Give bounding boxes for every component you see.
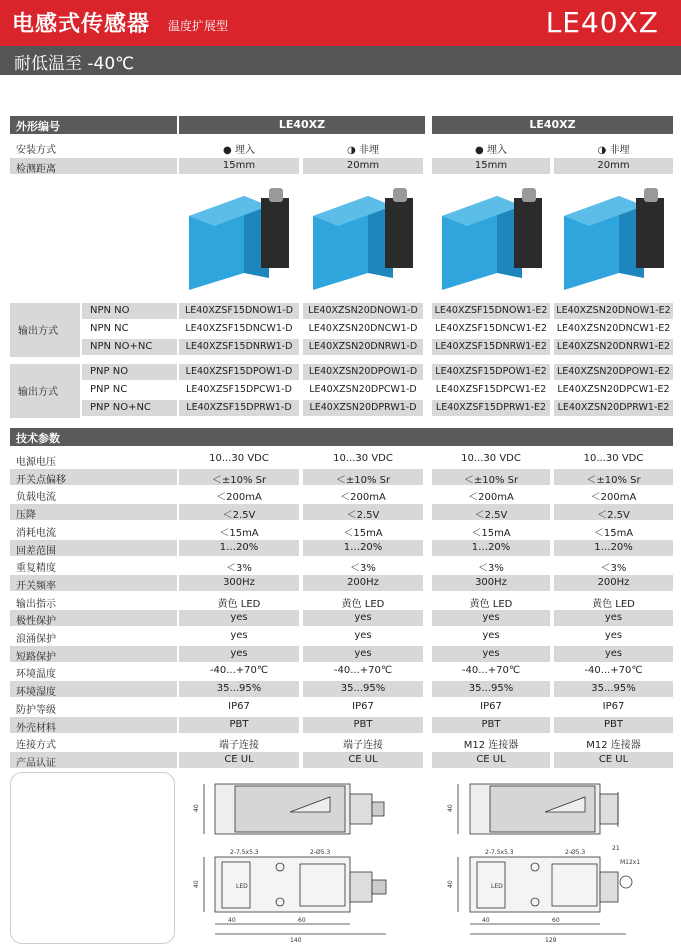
pnp-model: LE40XZSN20DPRW1-E2 <box>554 400 673 416</box>
spec-value: CE UL <box>432 752 550 768</box>
spec-value: ＜2.5V <box>303 504 423 520</box>
dim-left-top1: 2-7.5x5.3 <box>230 849 259 856</box>
sensor-body <box>514 198 542 268</box>
spec-value: ＜15mA <box>179 522 299 538</box>
spec-value: IP67 <box>303 699 423 715</box>
dim-right-h: 40 <box>447 804 454 812</box>
pnp-model: LE40XZSN20DPOW1-D <box>303 364 423 380</box>
npn-model: LE40XZSF15DNRW1-E2 <box>432 339 550 355</box>
spec-value: 黄色 LED <box>179 593 299 609</box>
blank-panel <box>10 772 175 944</box>
spec-value: 1…20% <box>303 540 423 556</box>
pnp-type: PNP NO <box>82 364 177 380</box>
page-subtitle: 温度扩展型 <box>168 19 229 33</box>
spec-value: IP67 <box>179 699 299 715</box>
pnp-model: LE40XZSF15DPOW1-E2 <box>432 364 550 380</box>
spec-value: IP67 <box>554 699 673 715</box>
spec-value: PBT <box>179 717 299 733</box>
spec-value: 35...95% <box>179 681 299 697</box>
col-group-1 <box>179 116 425 134</box>
dim-left-total: 140 <box>290 937 302 944</box>
spec-value: ＜200mA <box>179 486 299 502</box>
feature-text: 耐低温至 -40℃ <box>14 54 135 74</box>
dim-right-b: 60 <box>552 917 560 924</box>
spec-label: 输出指示 <box>10 593 177 609</box>
spec-value: IP67 <box>432 699 550 715</box>
distance-label: 检测距离 <box>10 158 177 174</box>
mount-label: 安装方式 <box>10 139 177 155</box>
pnp-model: LE40XZSN20DPCW1-E2 <box>554 382 673 398</box>
distance-cell: 20mm <box>303 158 423 174</box>
dim-right-top1: 2-7.5x5.3 <box>485 849 514 856</box>
col-group-2-label: LE40XZ <box>529 118 576 131</box>
spec-value: 35...95% <box>432 681 550 697</box>
spec-value: yes <box>179 646 299 662</box>
spec-value: CE UL <box>179 752 299 768</box>
spec-value: ＜±10% Sr <box>554 469 673 485</box>
spec-label: 压降 <box>10 504 177 520</box>
spec-label: 环境温度 <box>10 663 177 679</box>
npn-model: LE40XZSF15DNRW1-D <box>179 339 299 355</box>
dim-right-total: 129 <box>545 937 557 944</box>
dim-right-top2: 2-Ø5.3 <box>565 849 586 856</box>
spec-value: 1…20% <box>554 540 673 556</box>
pnp-model: LE40XZSF15DPOW1-D <box>179 364 299 380</box>
dim-right-side: 40 <box>447 880 454 888</box>
spec-value: ＜±10% Sr <box>179 469 299 485</box>
spec-label: 极性保护 <box>10 610 177 626</box>
spec-value: CE UL <box>554 752 673 768</box>
sensor-connector <box>393 188 407 202</box>
led-right: LED <box>491 883 503 890</box>
spec-value: ＜15mA <box>432 522 550 538</box>
spec-value: 300Hz <box>179 575 299 591</box>
spec-value: ＜3% <box>303 557 423 573</box>
table-head-label-bg <box>10 116 177 134</box>
spec-label: 重复精度 <box>10 557 177 573</box>
spec-value: yes <box>303 628 423 644</box>
mount-cell: ◑ 非埋 <box>554 139 673 155</box>
spec-value: yes <box>432 610 550 626</box>
npn-model: LE40XZSN20DNRW1-D <box>303 339 423 355</box>
table-head-row <box>10 116 673 134</box>
pnp-model: LE40XZSF15DPRW1-D <box>179 400 299 416</box>
table-head-label: 外形编号 <box>16 120 60 133</box>
npn-model: LE40XZSF15DNOW1-E2 <box>432 303 550 319</box>
spec-label: 连接方式 <box>10 734 177 750</box>
spec-label: 防护等级 <box>10 699 177 715</box>
spec-value: -40...+70℃ <box>432 663 550 679</box>
spec-value: ＜3% <box>554 557 673 573</box>
spec-value: yes <box>303 646 423 662</box>
spec-value: 端子连接 <box>303 734 423 750</box>
sensor-body <box>261 198 289 268</box>
spec-label: 开关频率 <box>10 575 177 591</box>
spec-value: ＜200mA <box>303 486 423 502</box>
spec-value: ＜±10% Sr <box>303 469 423 485</box>
spec-value: 10...30 VDC <box>554 451 673 467</box>
spec-value: -40...+70℃ <box>179 663 299 679</box>
sensor-connector <box>644 188 658 202</box>
spec-value: 10...30 VDC <box>179 451 299 467</box>
npn-model: LE40XZSN20DNRW1-E2 <box>554 339 673 355</box>
spec-label: 浪涌保护 <box>10 628 177 644</box>
pnp-output-label: 输出方式 <box>10 364 80 418</box>
spec-value: 端子连接 <box>179 734 299 750</box>
dim-left-h: 40 <box>193 804 200 812</box>
mount-cell: ◑ 非埋 <box>303 139 423 155</box>
spec-value: PBT <box>432 717 550 733</box>
npn-model: LE40XZSF15DNOW1-D <box>179 303 299 319</box>
spec-value: 300Hz <box>432 575 550 591</box>
sensor-connector <box>522 188 536 202</box>
spec-value: 黄色 LED <box>432 593 550 609</box>
spec-label: 环境湿度 <box>10 681 177 697</box>
feature-bar <box>0 46 681 75</box>
spec-value: ＜15mA <box>303 522 423 538</box>
sensor-body <box>385 198 413 268</box>
dim-left-top2: 2-Ø5.3 <box>310 849 331 856</box>
spec-value: ＜2.5V <box>554 504 673 520</box>
spec-label: 回差范围 <box>10 540 177 556</box>
spec-value: ＜2.5V <box>432 504 550 520</box>
spec-value: 10...30 VDC <box>432 451 550 467</box>
spec-value: 黄色 LED <box>554 593 673 609</box>
specs-title: 技术参数 <box>16 432 60 445</box>
spec-value: ＜2.5V <box>179 504 299 520</box>
spec-label: 电源电压 <box>10 451 177 467</box>
spec-value: yes <box>179 628 299 644</box>
product-images-svg <box>0 178 681 300</box>
spec-value: -40...+70℃ <box>303 663 423 679</box>
spec-label: 开关点偏移 <box>10 469 177 485</box>
spec-value: ＜15mA <box>554 522 673 538</box>
spec-value: 10...30 VDC <box>303 451 423 467</box>
spec-value: yes <box>179 610 299 626</box>
pnp-type: PNP NO+NC <box>82 400 177 416</box>
npn-type: NPN NC <box>82 321 177 337</box>
spec-value: yes <box>432 646 550 662</box>
pnp-model: LE40XZSF15DPCW1-E2 <box>432 382 550 398</box>
spec-value: M12 连接器 <box>432 734 550 750</box>
spec-value: yes <box>432 628 550 644</box>
spec-value: yes <box>303 610 423 626</box>
dim-right-angle: 21 <box>612 845 620 852</box>
mount-cell: ● 埋入 <box>432 139 550 155</box>
spec-value: ＜±10% Sr <box>432 469 550 485</box>
dim-right-a: 40 <box>482 917 490 924</box>
spec-value: ＜3% <box>179 557 299 573</box>
pnp-model: LE40XZSN20DPCW1-D <box>303 382 423 398</box>
page-header <box>0 0 681 46</box>
pnp-model: LE40XZSN20DPRW1-D <box>303 400 423 416</box>
dim-left-a: 40 <box>228 917 236 924</box>
col-group-2 <box>432 116 673 134</box>
right-drawing <box>458 784 632 934</box>
npn-type: NPN NO <box>82 303 177 319</box>
dimension-drawings <box>180 772 675 947</box>
spec-label: 消耗电流 <box>10 522 177 538</box>
spec-value: 黄色 LED <box>303 593 423 609</box>
spec-value: 200Hz <box>554 575 673 591</box>
spec-value: M12 连接器 <box>554 734 673 750</box>
spec-value: 1…20% <box>179 540 299 556</box>
distance-cell: 15mm <box>179 158 299 174</box>
spec-value: 35...95% <box>303 681 423 697</box>
spec-label: 负载电流 <box>10 486 177 502</box>
spec-value: yes <box>554 646 673 662</box>
model-title: LE40XZ <box>545 6 659 39</box>
mount-cell: ● 埋入 <box>179 139 299 155</box>
led-left: LED <box>236 883 248 890</box>
pnp-model: LE40XZSF15DPRW1-E2 <box>432 400 550 416</box>
spec-value: PBT <box>303 717 423 733</box>
spec-value: ＜3% <box>432 557 550 573</box>
product-images <box>0 178 681 300</box>
npn-model: LE40XZSN20DNCW1-D <box>303 321 423 337</box>
sensor-connector <box>269 188 283 202</box>
spec-value: PBT <box>554 717 673 733</box>
col-group-1-label: LE40XZ <box>278 118 326 131</box>
specs-header <box>10 428 673 446</box>
dim-left-b: 60 <box>298 917 306 924</box>
spec-value: yes <box>554 628 673 644</box>
spec-label: 产品认证 <box>10 752 177 768</box>
spec-value: ＜200mA <box>554 486 673 502</box>
npn-output-label: 输出方式 <box>10 303 80 357</box>
spec-label: 短路保护 <box>10 646 177 662</box>
pnp-type: PNP NC <box>82 382 177 398</box>
npn-type: NPN NO+NC <box>82 339 177 355</box>
npn-model: LE40XZSF15DNCW1-D <box>179 321 299 337</box>
spec-value: 35...95% <box>554 681 673 697</box>
distance-cell: 20mm <box>554 158 673 174</box>
spec-value: yes <box>554 610 673 626</box>
spec-value: ＜200mA <box>432 486 550 502</box>
page-title: 电感式传感器 <box>12 12 151 37</box>
left-drawing <box>204 784 386 934</box>
pnp-model: LE40XZSF15DPCW1-D <box>179 382 299 398</box>
spec-value: -40...+70℃ <box>554 663 673 679</box>
npn-model: LE40XZSN20DNOW1-D <box>303 303 423 319</box>
spec-value: 1…20% <box>432 540 550 556</box>
distance-cell: 15mm <box>432 158 550 174</box>
spec-value: CE UL <box>303 752 423 768</box>
npn-model: LE40XZSN20DNOW1-E2 <box>554 303 673 319</box>
dim-right-thread: M12x1 <box>620 859 641 866</box>
sensor-body <box>636 198 664 268</box>
spec-value: 200Hz <box>303 575 423 591</box>
npn-model: LE40XZSN20DNCW1-E2 <box>554 321 673 337</box>
npn-model: LE40XZSF15DNCW1-E2 <box>432 321 550 337</box>
pnp-model: LE40XZSN20DPOW1-E2 <box>554 364 673 380</box>
spec-label: 外壳材料 <box>10 717 177 733</box>
dim-left-side: 40 <box>193 880 200 888</box>
